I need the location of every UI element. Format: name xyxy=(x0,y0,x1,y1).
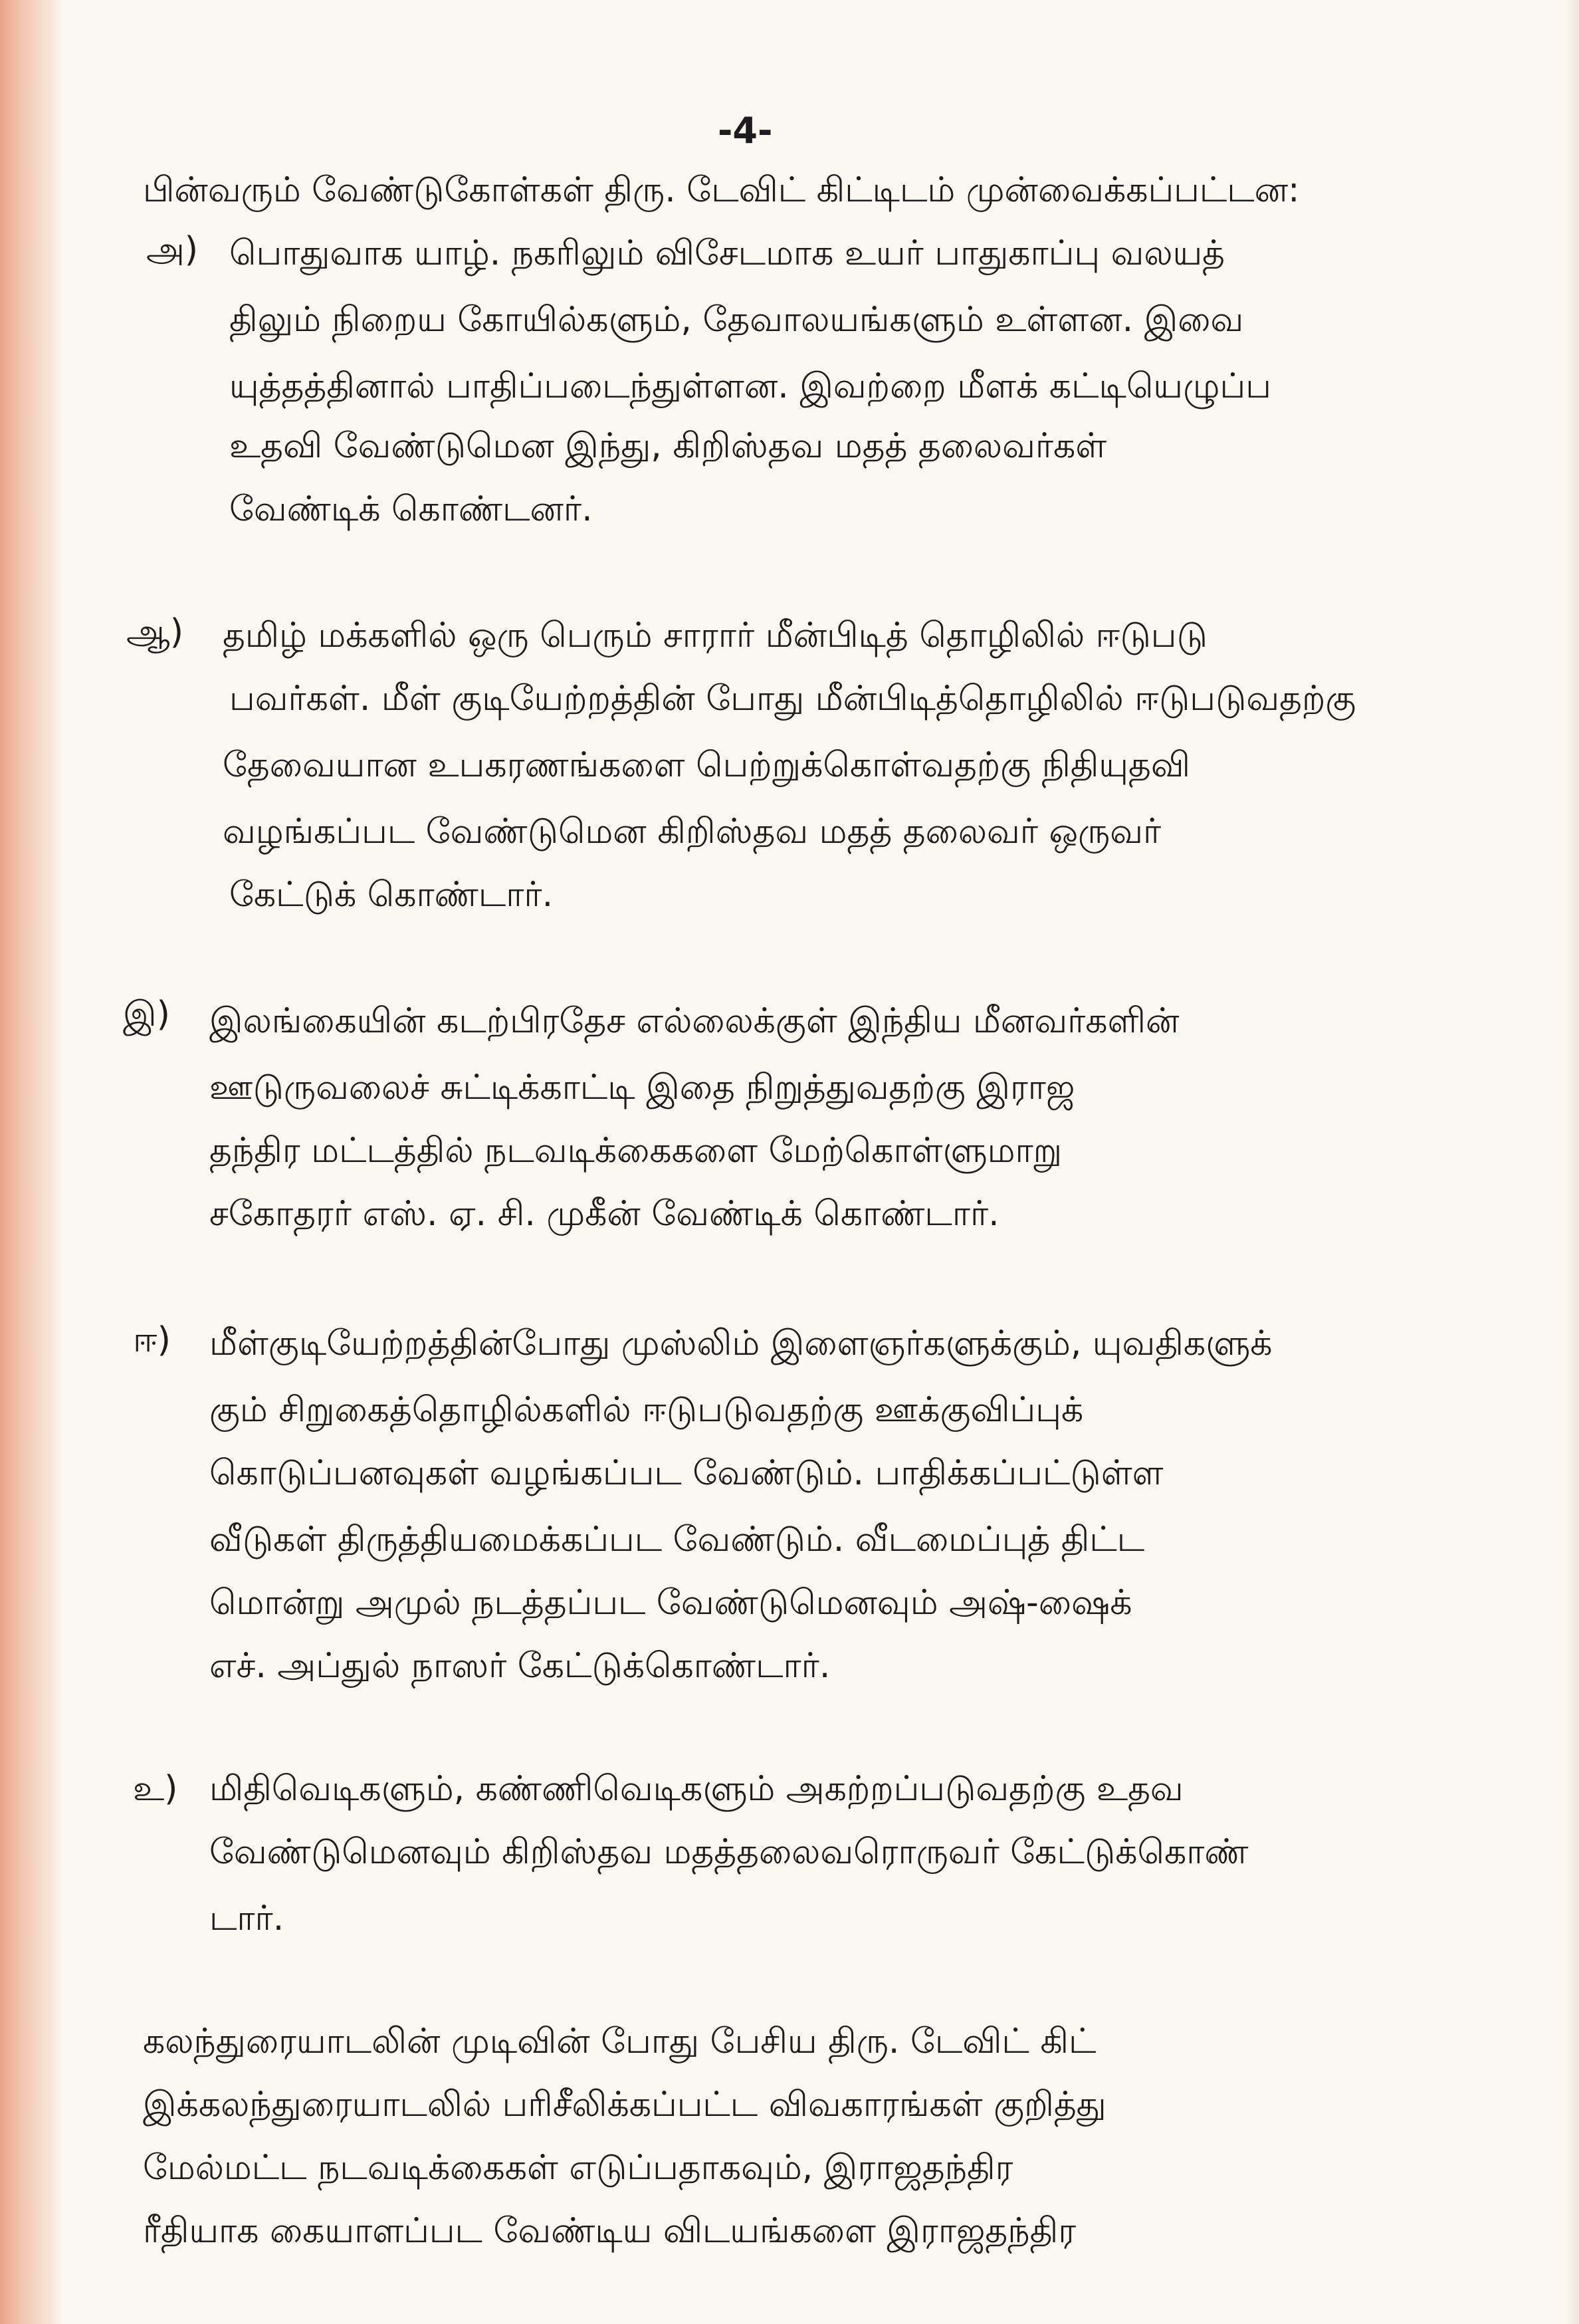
paragraph-line: ரீதியாக கையாளப்பட வேண்டிய விடயங்களை இராஜதந்திர xyxy=(143,2211,1077,2251)
item-marker: அ) xyxy=(146,230,199,270)
item-line: எச். அப்துல் நாஸர் கேட்டுக்கொண்டார். xyxy=(209,1646,831,1686)
item-line: இலங்கையின் கடற்பிரதேச எல்லைக்குள் இந்திய மீனவர்களின் xyxy=(209,1001,1180,1041)
item-line: வழங்கப்பட வேண்டுமென கிறிஸ்தவ மதத் தலைவர் ஒருவர் xyxy=(223,812,1162,852)
item-line: சகோதரர் எஸ். ஏ. சி. முகீன் வேண்டிக் கொண்டார். xyxy=(209,1194,1000,1234)
item-line: மிதிவெடிகளும், கண்ணிவெடிகளும் அகற்றப்படுவதற்கு உதவ xyxy=(209,1769,1184,1809)
page-binding-edge xyxy=(0,0,63,2324)
item-line: வேண்டிக் கொண்டனர். xyxy=(229,489,593,529)
page-right-edge xyxy=(1564,0,1579,2324)
paragraph-line: கலந்துரையாடலின் முடிவின் போது பேசிய திரு. டேவிட் கிட் xyxy=(143,2022,1097,2061)
item-line: வீடுகள் திருத்தியமைக்கப்பட வேண்டும். வீடமைப்புத் திட்ட xyxy=(209,1520,1145,1560)
item-line: யுத்தத்தினால் பாதிப்படைந்துள்ளன. இவற்றை மீளக் கட்டியெழுப்ப xyxy=(229,366,1271,406)
item-marker: உ) xyxy=(133,1769,178,1809)
item-marker: இ) xyxy=(123,994,170,1034)
paragraph-line: மேல்மட்ட நடவடிக்கைகள் எடுப்பதாகவும், இராஜதந்திர xyxy=(143,2148,1013,2188)
item-line: தேவையான உபகரணங்களை பெற்றுக்கொள்வதற்கு நிதியுதவி xyxy=(223,745,1190,785)
item-marker: ஆ) xyxy=(126,612,184,652)
item-line: பொதுவாக யாழ். நகரிலும் விசேடமாக உயர் பாதுகாப்பு வலயத் xyxy=(229,233,1225,273)
item-line: கும் சிறுகைத்தொழில்களில் ஈடுபடுவதற்கு ஊக்குவிப்புக் xyxy=(209,1390,1084,1430)
item-line: டார். xyxy=(209,1899,284,1938)
intro-line: பின்வரும் வேண்டுகோள்கள் திரு. டேவிட் கிட்டிடம் முன்வைக்கப்பட்டன: xyxy=(143,170,1300,210)
item-line: தமிழ் மக்களில் ஒரு பெரும் சாரார் மீன்பிடித் தொழிலில் ஈடுபடு xyxy=(223,616,1208,655)
item-line: பவர்கள். மீள் குடியேற்றத்தின் போது மீன்பிடித்தொழிலில் ஈடுபடுவதற்கு xyxy=(229,679,1356,719)
item-line: உதவி வேண்டுமென இந்து, கிறிஸ்தவ மதத் தலைவர்கள் xyxy=(229,426,1107,466)
item-line: கொடுப்பனவுகள் வழங்கப்பட வேண்டும். பாதிக்கப்பட்டுள்ள xyxy=(209,1453,1164,1493)
item-line: திலும் நிறைய கோயில்களும், தேவாலயங்களும் உள்ளன. இவை xyxy=(229,300,1244,340)
item-line: தந்திர மட்டத்தில் நடவடிக்கைகளை மேற்கொள்ளுமாறு xyxy=(209,1131,1063,1171)
item-line: மொன்று அமுல் நடத்தப்பட வேண்டுமெனவும் அஷ்-ஷைக் xyxy=(209,1583,1132,1623)
item-line: வேண்டுமெனவும் கிறிஸ்தவ மதத்தலைவரொருவர் கேட்டுக்கொண் xyxy=(209,1832,1249,1872)
item-line: கேட்டுக் கொண்டார். xyxy=(229,875,554,915)
item-line: ஊடுருவலைச் சுட்டிக்காட்டி இதை நிறுத்துவதற்கு இராஜ xyxy=(209,1068,1075,1107)
item-line: மீள்குடியேற்றத்தின்போது முஸ்லிம் இளைஞர்களுக்கும், யுவதிகளுக் xyxy=(209,1324,1273,1363)
page-number: -4- xyxy=(718,110,773,152)
paragraph-line: இக்கலந்துரையாடலில் பரிசீலிக்கப்பட்ட விவகாரங்கள் குறித்து xyxy=(143,2085,1106,2125)
item-marker: ஈ) xyxy=(133,1320,171,1360)
